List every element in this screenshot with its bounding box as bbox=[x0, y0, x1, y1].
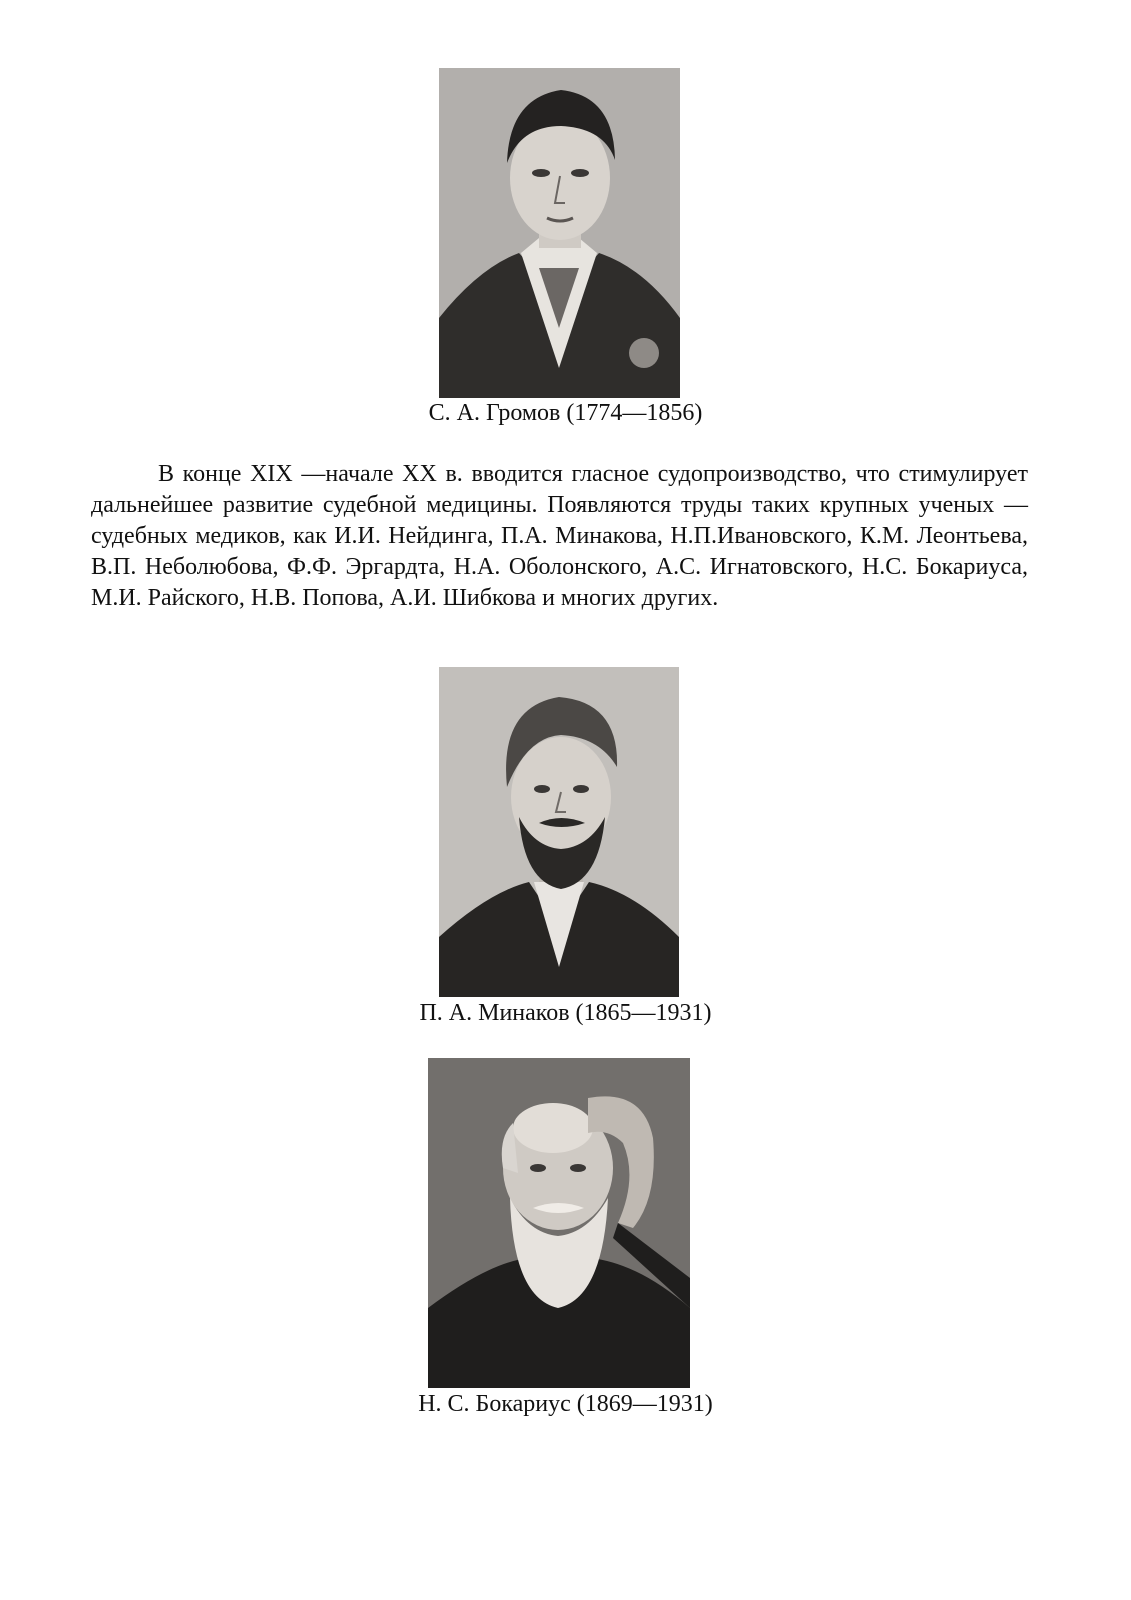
caption-minakov: П. А. Минаков (1865—1931) bbox=[419, 1000, 712, 1026]
caption-bokarius: Н. С. Бокариус (1869—1931) bbox=[418, 1391, 713, 1417]
portrait-gromov bbox=[439, 68, 680, 398]
portrait-minakov bbox=[439, 667, 679, 997]
body-paragraph: В конце XIX —начале XX в. вводится гласное судопроизводство, что стимулирует дальнейшее развитие судебной медицины. Появляются труды таких крупных ученых — судебных медиков, как И.И. Нейдинга, П.А. Минакова, Н.П.Ивановского, К.М. Леонтьева, В.П. Неболюбова, Ф.Ф. Эргардта, Н.А. Оболонского, А.С. Игнатовского, Н.С. Бокариуса, М.И. Райского, Н.В. Попова, А.И. Шибкова и многих других. bbox=[91, 461, 1028, 611]
caption-gromov: С. А. Громов (1774—1856) bbox=[428, 400, 703, 426]
portrait-bokarius bbox=[428, 1058, 690, 1388]
